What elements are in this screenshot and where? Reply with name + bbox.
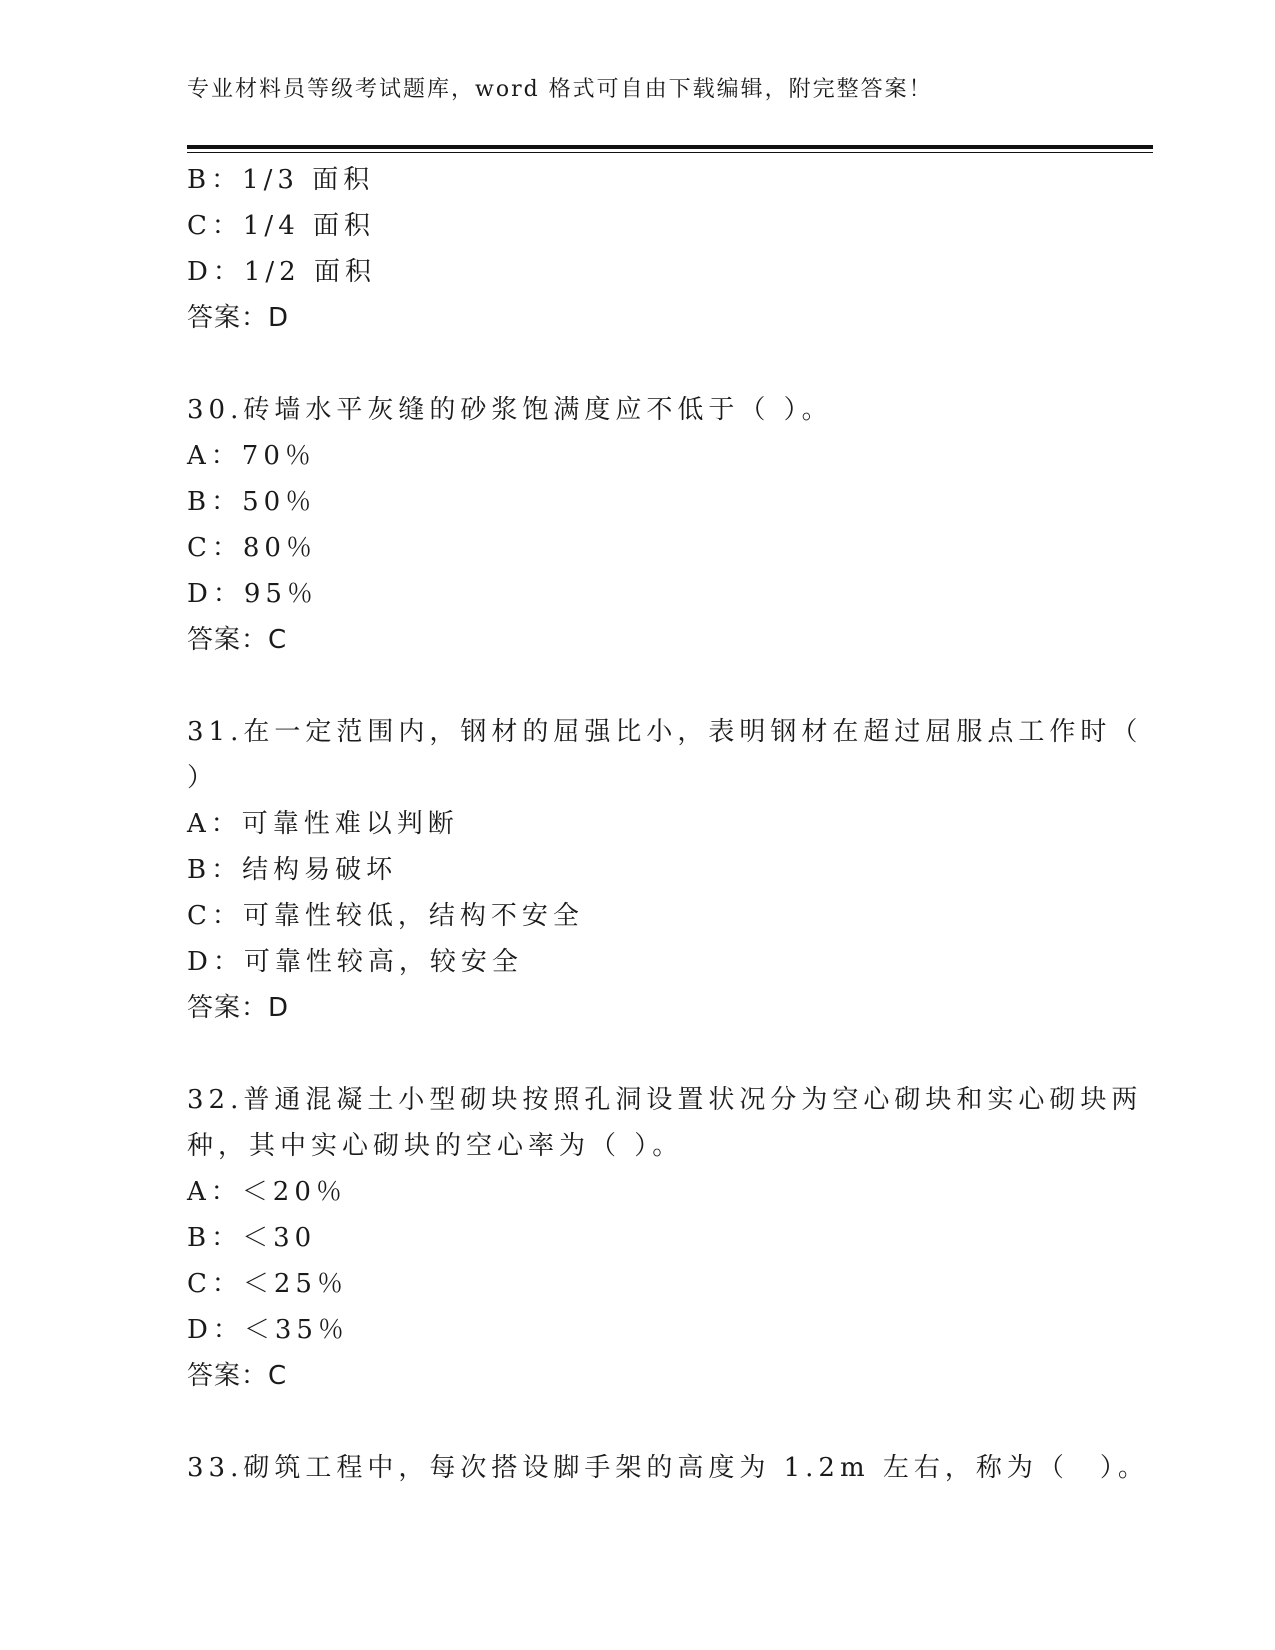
option-b: B：＜30	[187, 1223, 317, 1253]
question-text-continued: ）	[187, 763, 219, 793]
answer-line: 答案：D	[187, 303, 290, 333]
option-d: D：95％	[187, 579, 318, 609]
spacer	[187, 1399, 1087, 1445]
option-c: C：1/4 面积	[187, 211, 376, 241]
option-c: C：可靠性较低，结构不安全	[187, 901, 584, 931]
option-a: A：70％	[187, 441, 316, 471]
option-a: A：可靠性难以判断	[187, 809, 459, 839]
question-30	[187, 387, 1087, 663]
question-text: 30.砖墙水平灰缝的砂浆饱满度应不低于（ ）。	[187, 395, 833, 425]
answer-line: 答案：C	[187, 625, 288, 655]
spacer	[187, 663, 1087, 709]
question-32	[187, 1077, 1143, 1399]
question-content	[187, 157, 1149, 1491]
option-b: B：结构易破坏	[187, 855, 398, 885]
answer-line: 答案：D	[187, 993, 290, 1023]
option-b: B：1/3 面积	[187, 165, 375, 195]
spacer	[187, 1031, 1087, 1077]
header-rule-thick	[187, 145, 1153, 149]
answer-line: 答案：C	[187, 1361, 288, 1391]
question-text: 31.在一定范围内，钢材的屈强比小，表明钢材在超过屈服点工作时（	[187, 717, 1143, 747]
option-d: D：1/2 面积	[187, 257, 376, 287]
question-text-continued: 种，其中实心砌块的空心率为（ ）。	[187, 1131, 684, 1161]
question-text: 32.普通混凝土小型砌块按照孔洞设置状况分为空心砌块和实心砌块两	[187, 1085, 1143, 1115]
header-rule-thin	[187, 152, 1153, 153]
option-c: C：＜25％	[187, 1269, 348, 1299]
spacer	[187, 341, 1087, 387]
question-text: 33.砌筑工程中，每次搭设脚手架的高度为 1.2m 左右，称为（ ）。	[187, 1453, 1149, 1483]
question-29-tail	[187, 157, 1087, 341]
question-33	[187, 1445, 1149, 1491]
option-d: D：可靠性较高，较安全	[187, 947, 523, 977]
question-31	[187, 709, 1143, 1031]
option-a: A：＜20％	[187, 1177, 347, 1207]
option-b: B：50％	[187, 487, 317, 517]
option-d: D：＜35％	[187, 1315, 349, 1345]
option-c: C：80％	[187, 533, 317, 563]
page-header: 专业材料员等级考试题库，word 格式可自由下载编辑，附完整答案！	[187, 77, 933, 102]
